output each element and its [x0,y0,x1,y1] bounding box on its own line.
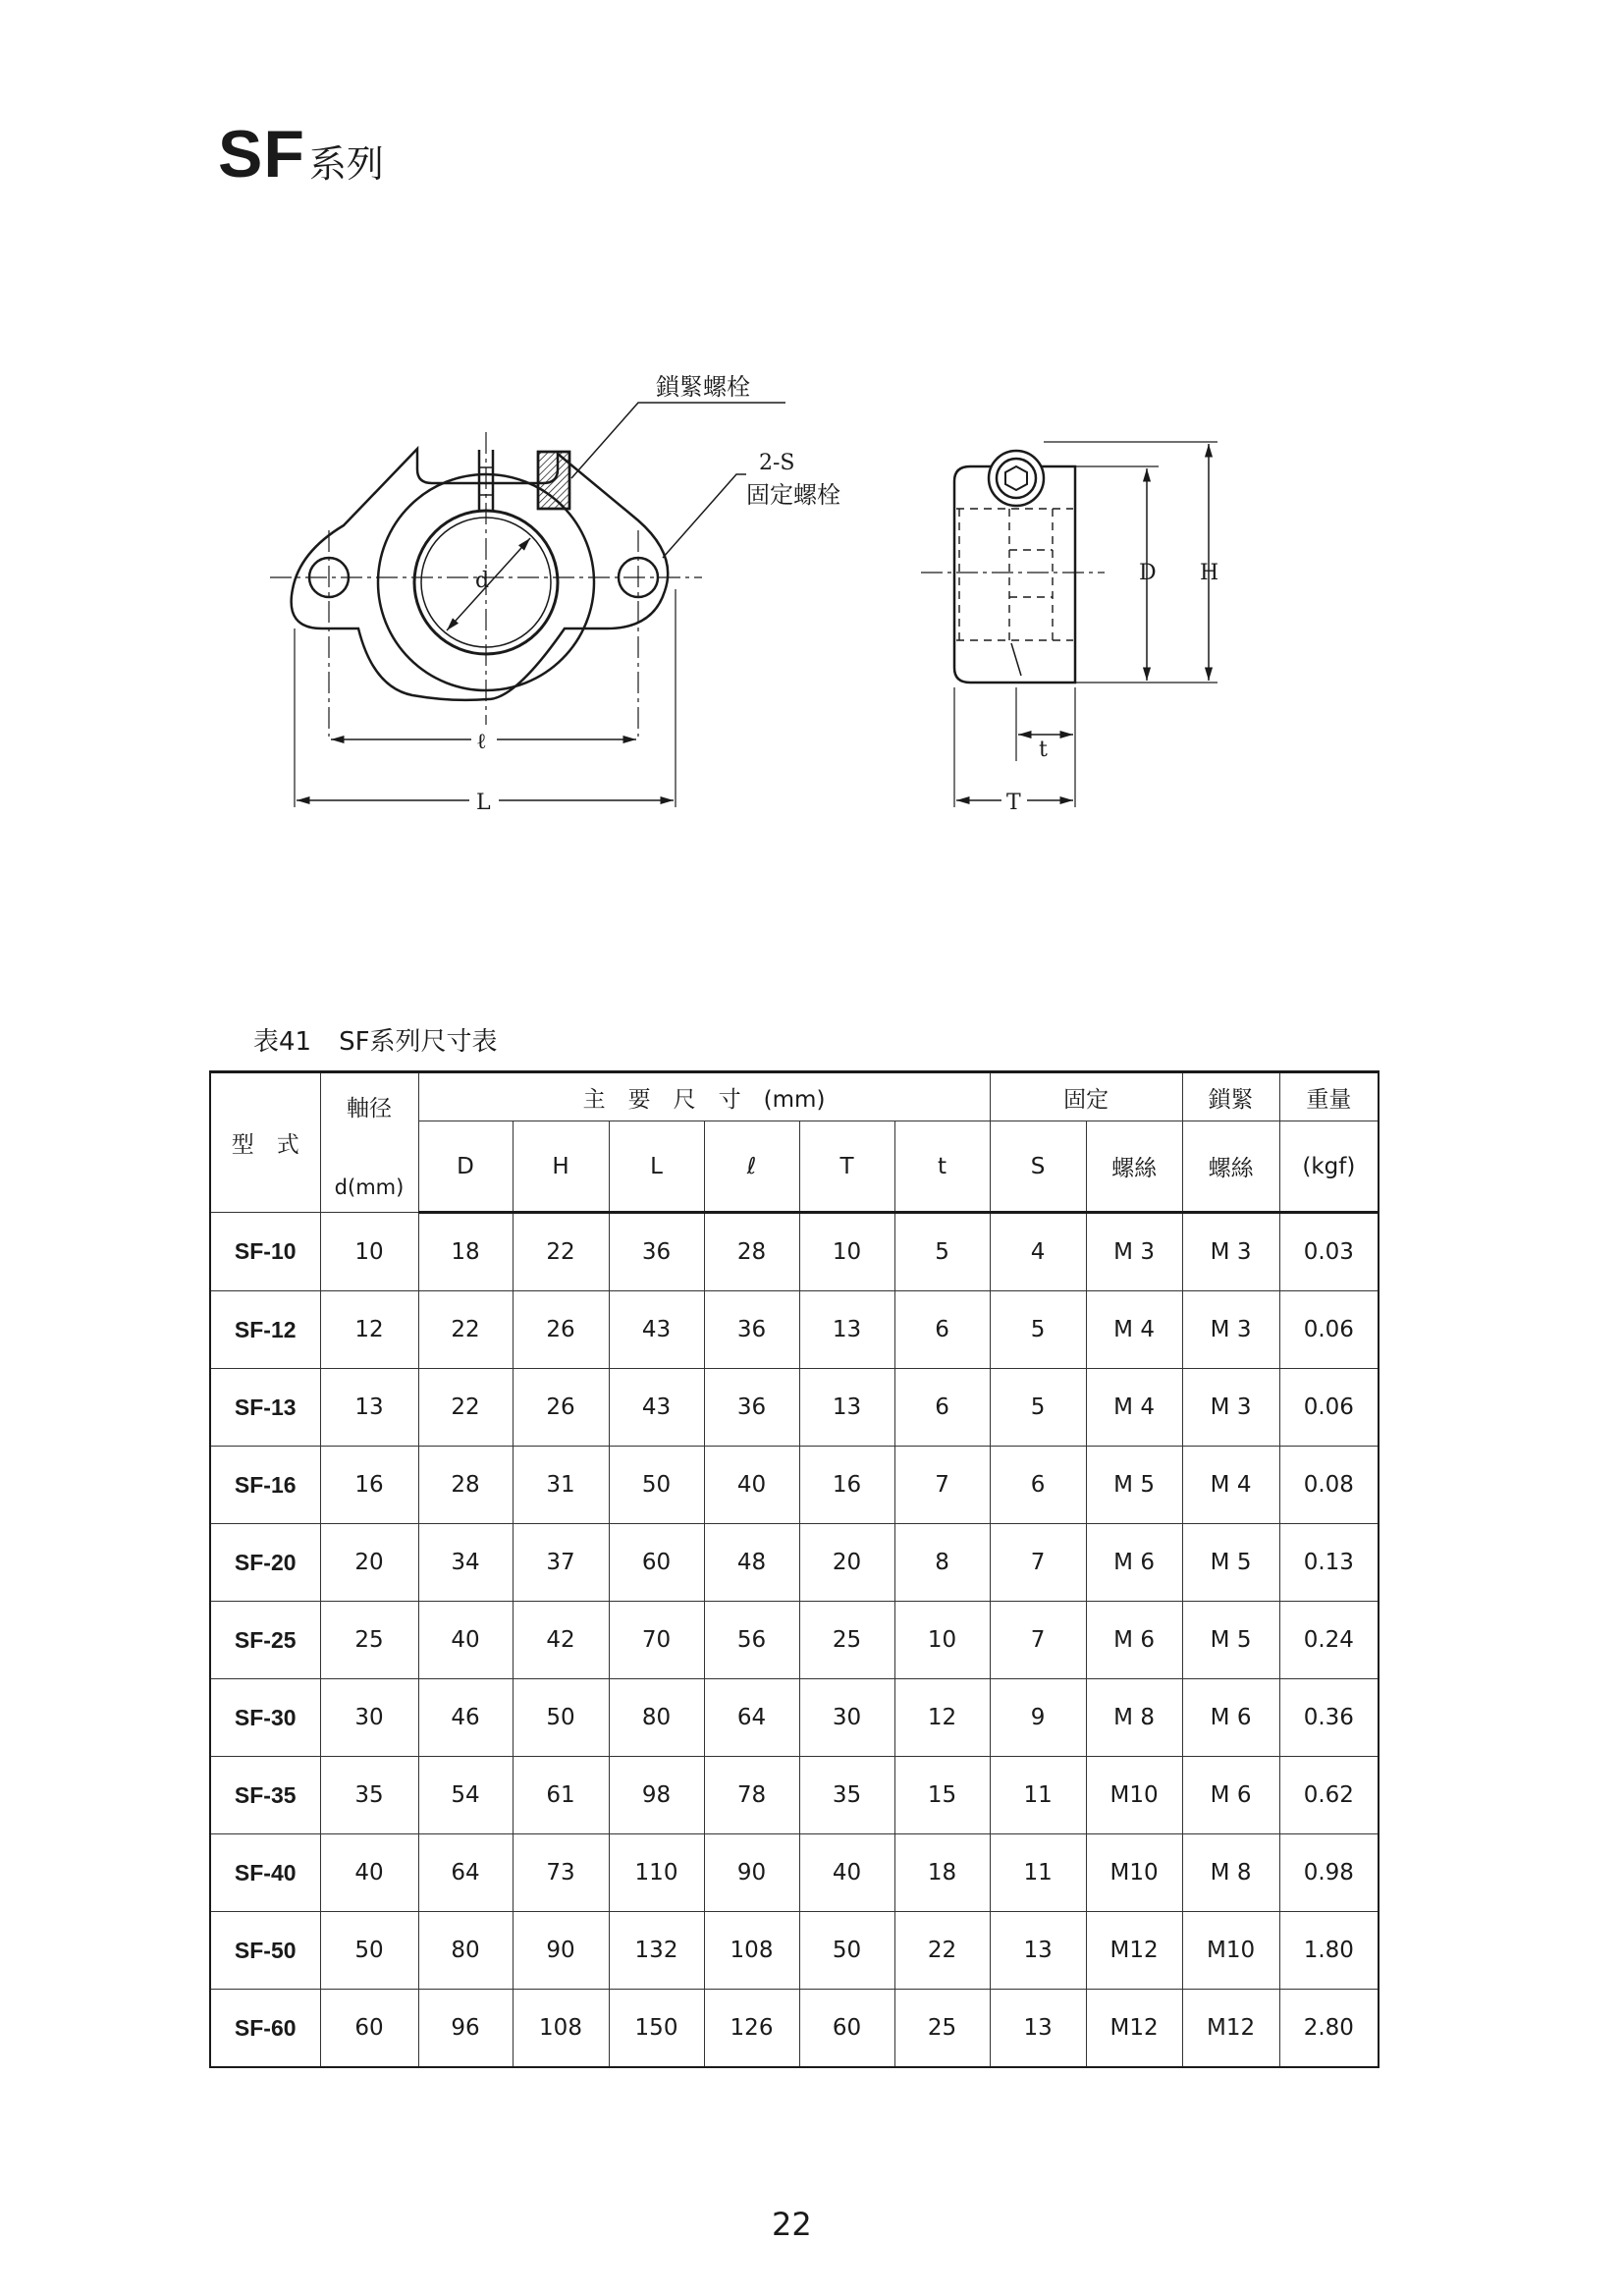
cell-bore: 30 [320,1679,418,1757]
cell-mount-screw: M 3 [1086,1213,1182,1291]
cell-S: 4 [990,1213,1086,1291]
cell-H: 90 [513,1912,609,1990]
cell-l: 90 [704,1834,799,1912]
cell-L: 60 [609,1524,704,1602]
header-l: ℓ [704,1121,799,1213]
cell-H: 61 [513,1757,609,1834]
cell-H: 37 [513,1524,609,1602]
header-model: 型 式 [210,1072,320,1213]
cell-model: SF-12 [210,1291,320,1369]
cell-T: 40 [799,1834,894,1912]
cell-mount-screw: M 6 [1086,1602,1182,1679]
mount-bolt-label: 固定螺栓 [746,481,840,509]
cell-bore: 40 [320,1834,418,1912]
cell-weight: 0.13 [1279,1524,1379,1602]
cell-bore: 20 [320,1524,418,1602]
table-row [210,1757,1379,1834]
cell-D: 46 [418,1679,513,1757]
cell-t: 6 [894,1291,990,1369]
cell-T: 30 [799,1679,894,1757]
header-weight-unit: (kgf) [1279,1121,1379,1213]
header-t: t [894,1121,990,1213]
cell-H: 73 [513,1834,609,1912]
header-bore-bottom: d(mm) [334,1175,405,1199]
cell-l: 108 [704,1912,799,1990]
mount-count-label: 2-S [759,451,795,475]
side-view [954,451,1075,683]
cell-lock-screw: M12 [1182,1990,1279,2068]
cell-bore: 12 [320,1291,418,1369]
cell-D: 40 [418,1602,513,1679]
table-row [210,1369,1379,1447]
header-lock-screw: 螺絲 [1182,1121,1279,1213]
cell-L: 110 [609,1834,704,1912]
cell-lock-screw: M 8 [1182,1834,1279,1912]
cell-D: 96 [418,1990,513,2068]
dim-t-label: t [1039,738,1048,762]
header-T: T [799,1121,894,1213]
cell-weight: 0.06 [1279,1291,1379,1369]
cell-t: 25 [894,1990,990,2068]
table-row [210,1602,1379,1679]
cell-t: 12 [894,1679,990,1757]
cell-l: 36 [704,1369,799,1447]
page-number: 22 [772,2206,812,2243]
cell-t: 10 [894,1602,990,1679]
cell-model: SF-25 [210,1602,320,1679]
cell-lock-screw: M 5 [1182,1524,1279,1602]
cell-bore: 10 [320,1213,418,1291]
cell-mount-screw: M 5 [1086,1447,1182,1524]
cell-model: SF-16 [210,1447,320,1524]
header-S: S [990,1121,1086,1213]
cell-mount-screw: M12 [1086,1990,1182,2068]
cell-L: 80 [609,1679,704,1757]
cell-weight: 0.03 [1279,1213,1379,1291]
cell-t: 6 [894,1369,990,1447]
cell-L: 98 [609,1757,704,1834]
cell-T: 20 [799,1524,894,1602]
cell-L: 132 [609,1912,704,1990]
cell-D: 64 [418,1834,513,1912]
cell-weight: 0.24 [1279,1602,1379,1679]
cell-T: 13 [799,1369,894,1447]
dim-T-label: T [1006,791,1021,815]
table-number: 表41 [253,1027,312,1057]
cell-H: 42 [513,1602,609,1679]
cell-D: 34 [418,1524,513,1602]
cell-S: 11 [990,1757,1086,1834]
cell-H: 26 [513,1369,609,1447]
technical-drawing [0,0,1623,864]
cell-T: 13 [799,1291,894,1369]
cell-L: 70 [609,1602,704,1679]
header-mount: 固定 [990,1072,1182,1121]
cell-bore: 35 [320,1757,418,1834]
cell-model: SF-60 [210,1990,320,2068]
cell-S: 7 [990,1524,1086,1602]
table-row [210,1834,1379,1912]
header-mount-screw: 螺絲 [1086,1121,1182,1213]
header-main-dims: 主 要 尺 寸 (mm) [418,1072,990,1121]
cell-l: 126 [704,1990,799,2068]
dimension-table [209,1070,1380,2068]
cell-weight: 0.62 [1279,1757,1379,1834]
table-row [210,1679,1379,1757]
dim-l-label: ℓ [476,730,487,754]
cell-mount-screw: M 4 [1086,1291,1182,1369]
cell-weight: 0.36 [1279,1679,1379,1757]
cell-weight: 0.98 [1279,1834,1379,1912]
cell-mount-screw: M10 [1086,1834,1182,1912]
cell-bore: 50 [320,1912,418,1990]
cell-t: 7 [894,1447,990,1524]
cell-D: 54 [418,1757,513,1834]
header-lock: 鎖緊 [1182,1072,1279,1121]
header-D: D [418,1121,513,1213]
cell-S: 6 [990,1447,1086,1524]
cell-mount-screw: M12 [1086,1912,1182,1990]
cell-mount-screw: M 4 [1086,1369,1182,1447]
lock-bolt-label: 鎖緊螺栓 [656,373,750,401]
table-row [210,1912,1379,1990]
cell-t: 15 [894,1757,990,1834]
cell-H: 31 [513,1447,609,1524]
dim-d-label: d [475,569,490,593]
cell-l: 48 [704,1524,799,1602]
cell-lock-screw: M 4 [1182,1447,1279,1524]
cell-l: 28 [704,1213,799,1291]
cell-S: 5 [990,1369,1086,1447]
cell-model: SF-10 [210,1213,320,1291]
table-row [210,1990,1379,2068]
cell-L: 36 [609,1213,704,1291]
dim-D-label: D [1139,561,1157,585]
cell-S: 11 [990,1834,1086,1912]
cell-H: 26 [513,1291,609,1369]
cell-D: 22 [418,1291,513,1369]
table-row [210,1213,1379,1291]
cell-lock-screw: M 3 [1182,1291,1279,1369]
table-row [210,1524,1379,1602]
dim-L-label: L [476,791,491,815]
table-row [210,1291,1379,1369]
cell-model: SF-40 [210,1834,320,1912]
cell-S: 9 [990,1679,1086,1757]
cell-l: 64 [704,1679,799,1757]
cell-D: 18 [418,1213,513,1291]
cell-weight: 2.80 [1279,1990,1379,2068]
cell-mount-screw: M 6 [1086,1524,1182,1602]
cell-t: 22 [894,1912,990,1990]
cell-bore: 13 [320,1369,418,1447]
cell-model: SF-35 [210,1757,320,1834]
header-bore [320,1072,418,1213]
table-row [210,1447,1379,1524]
cell-mount-screw: M10 [1086,1757,1182,1834]
cell-t: 18 [894,1834,990,1912]
cell-weight: 0.06 [1279,1369,1379,1447]
cell-l: 40 [704,1447,799,1524]
table-title: SF系列尺寸表 [339,1027,498,1057]
table-caption [253,1021,525,1058]
cell-S: 7 [990,1602,1086,1679]
cell-lock-screw: M 3 [1182,1213,1279,1291]
cell-lock-screw: M 3 [1182,1369,1279,1447]
cell-T: 50 [799,1912,894,1990]
header-weight: 重量 [1279,1072,1379,1121]
cell-l: 78 [704,1757,799,1834]
cell-S: 5 [990,1291,1086,1369]
cell-mount-screw: M 8 [1086,1679,1182,1757]
cell-model: SF-50 [210,1912,320,1990]
cell-t: 5 [894,1213,990,1291]
cell-T: 60 [799,1990,894,2068]
header-L: L [609,1121,704,1213]
cell-L: 43 [609,1291,704,1369]
cell-D: 28 [418,1447,513,1524]
cell-model: SF-20 [210,1524,320,1602]
cell-D: 80 [418,1912,513,1990]
cell-weight: 1.80 [1279,1912,1379,1990]
cell-D: 22 [418,1369,513,1447]
cell-T: 25 [799,1602,894,1679]
cell-lock-screw: M 5 [1182,1602,1279,1679]
cell-H: 108 [513,1990,609,2068]
cell-l: 56 [704,1602,799,1679]
cell-S: 13 [990,1990,1086,2068]
header-H: H [513,1121,609,1213]
cell-T: 35 [799,1757,894,1834]
cell-lock-screw: M 6 [1182,1679,1279,1757]
cell-bore: 16 [320,1447,418,1524]
dim-H-label: H [1200,561,1219,585]
cell-T: 16 [799,1447,894,1524]
title-series-code: SF [218,117,305,191]
cell-L: 43 [609,1369,704,1447]
cell-S: 13 [990,1912,1086,1990]
cell-model: SF-30 [210,1679,320,1757]
cell-weight: 0.08 [1279,1447,1379,1524]
header-bore-top: 軸径 [347,1096,392,1121]
cell-bore: 25 [320,1602,418,1679]
cell-bore: 60 [320,1990,418,2068]
cell-T: 10 [799,1213,894,1291]
cell-l: 36 [704,1291,799,1369]
title-series-word: 系列 [308,142,384,186]
cell-t: 8 [894,1524,990,1602]
cell-L: 150 [609,1990,704,2068]
cell-L: 50 [609,1447,704,1524]
cell-model: SF-13 [210,1369,320,1447]
cell-lock-screw: M10 [1182,1912,1279,1990]
cell-H: 50 [513,1679,609,1757]
cell-lock-screw: M 6 [1182,1757,1279,1834]
cell-H: 22 [513,1213,609,1291]
